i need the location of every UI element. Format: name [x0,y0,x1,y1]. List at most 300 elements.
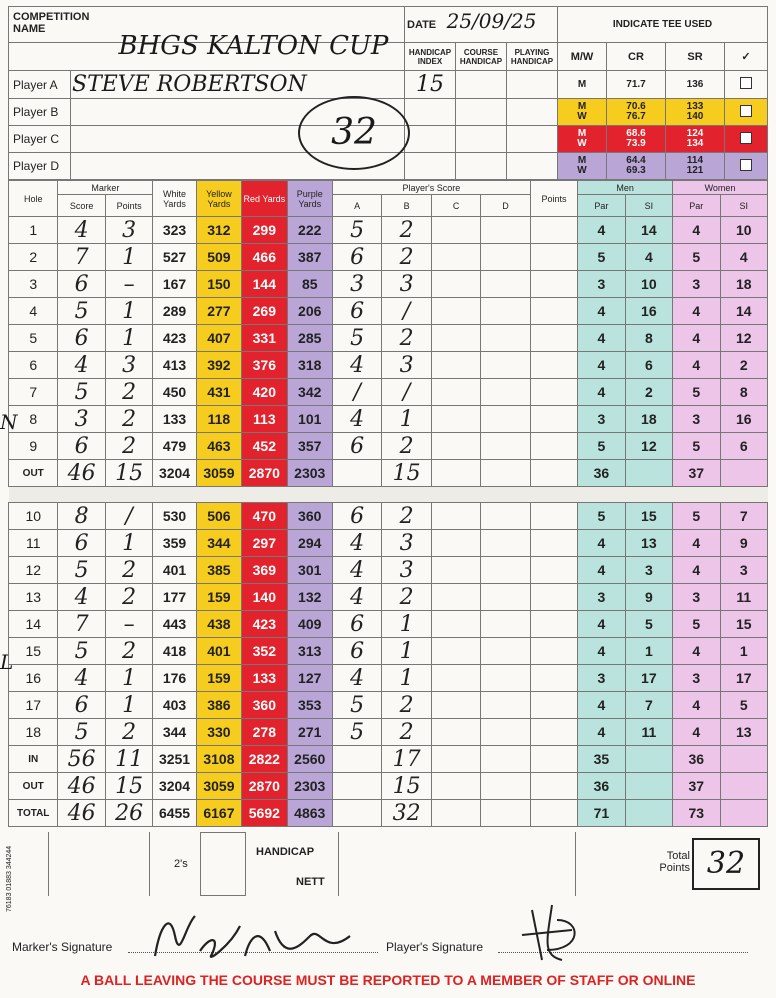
hole-row [9,584,768,611]
purple-yards: 2303 [287,773,332,800]
red-yards: 470 [242,503,287,530]
men-par: 4 [578,379,625,406]
marker-points: – [105,271,152,298]
player-c-score [431,584,480,611]
women-si: 16 [720,406,768,433]
margin-note-8: N [0,410,18,434]
player-b-score: 3 [382,530,431,557]
purple-yards: 409 [287,611,332,638]
marker-score: 46 [58,800,105,827]
marker-points: 2 [105,379,152,406]
player-d-score [481,557,530,584]
red-yards: 331 [242,325,287,352]
women-si: 15 [720,611,768,638]
men-par: 3 [578,406,625,433]
hole-row [9,503,768,530]
tee-checkbox-cell [725,126,768,153]
player-d-score [481,271,530,298]
player-a-score [332,746,381,773]
men-par: 4 [578,325,625,352]
hole-row [9,325,768,352]
points-cell [530,719,577,746]
women-si [720,773,768,800]
white-yards: 479 [153,433,196,460]
player-b-score: 2 [382,719,431,746]
purple-yards: 357 [287,433,332,460]
men-si: 13 [625,530,672,557]
red-yards: 452 [242,433,287,460]
men-si: 8 [625,325,672,352]
player-c-score [431,217,480,244]
marker-score: 3 [58,406,105,433]
player-d-score [481,800,530,827]
player-label: Player D [9,153,71,180]
tee-checkbox-cell [725,153,768,180]
purple-yards: 4863 [287,800,332,827]
red-yards: 2870 [242,773,287,800]
hole-number: 16 [9,665,58,692]
footer-notice: A BALL LEAVING THE COURSE MUST BE REPORTED TO A MEMBER OF STAFF OR ONLINE [80,972,696,988]
nett-label: NETT [296,876,325,888]
men-si: 9 [625,584,672,611]
col-purple: Purple Yards [287,181,332,217]
men-si [625,746,672,773]
player-a-score: 5 [332,692,381,719]
men-par: 3 [578,271,625,298]
yellow-yards: 344 [196,530,241,557]
player-c-score [431,773,480,800]
red-yards: 466 [242,244,287,271]
col-women-par: Par [673,195,720,217]
total-label: IN [9,746,58,773]
player-b-score: 3 [382,352,431,379]
women-par: 5 [673,503,720,530]
circled-score-value: 32 [331,112,377,153]
marker-points: 1 [105,325,152,352]
women-si: 6 [720,433,768,460]
player-d-score [481,433,530,460]
men-par: 71 [578,800,625,827]
points-cell [530,352,577,379]
player-a-score [332,773,381,800]
tee-checkbox[interactable] [740,105,752,117]
marker-points: 2 [105,638,152,665]
col-d: D [481,195,530,217]
women-par: 4 [673,557,720,584]
women-par: 3 [673,406,720,433]
points-cell [530,406,577,433]
red-yards: 423 [242,611,287,638]
hole-row [9,406,768,433]
yellow-yards: 401 [196,638,241,665]
yellow-yards: 438 [196,611,241,638]
yellow-yards: 463 [196,433,241,460]
white-yards: 167 [153,271,196,298]
hole-number: 18 [9,719,58,746]
hole-number: 7 [9,379,58,406]
red-yards: 2870 [242,460,287,487]
player-c-score [431,638,480,665]
points-cell [530,244,577,271]
red-yards: 133 [242,665,287,692]
player-playing-handicap [507,71,558,99]
player-b-score: 1 [382,638,431,665]
hole-row [9,557,768,584]
player-a-score: 6 [332,298,381,325]
points-cell [530,692,577,719]
tee-mw: M W [558,126,607,153]
women-par: 37 [673,460,720,487]
men-si: 15 [625,503,672,530]
men-si: 6 [625,352,672,379]
hole-row [9,298,768,325]
col-white: White Yards [153,181,196,217]
women-si: 1 [720,638,768,665]
white-yards: 443 [153,611,196,638]
men-par: 36 [578,460,625,487]
col-players-score: Player's Score [332,181,530,195]
women-par: 3 [673,271,720,298]
margin-note-15: L [0,650,14,674]
player-a-score: 4 [332,530,381,557]
yellow-yards: 118 [196,406,241,433]
hole-number: 14 [9,611,58,638]
marker-score: 46 [58,773,105,800]
tee-cr: 64.4 69.3 [607,153,666,180]
marker-points: 15 [105,460,152,487]
col-a: A [332,195,381,217]
player-b-score: 2 [382,217,431,244]
player-a-score: 3 [332,271,381,298]
player-signature-label: Player's Signature [386,940,484,954]
player-b-score: 15 [382,773,431,800]
white-yards: 403 [153,692,196,719]
women-si: 7 [720,503,768,530]
women-si: 17 [720,665,768,692]
col-red: Red Yards [242,181,287,217]
player-b-score: 2 [382,325,431,352]
tee-checkbox[interactable] [740,132,752,144]
yellow-yards: 3059 [196,773,241,800]
tee-checkbox-cell [725,71,768,99]
hole-row [9,271,768,298]
total-row [9,460,768,487]
hole-number: 10 [9,503,58,530]
marker-points: 1 [105,298,152,325]
yellow-yards: 330 [196,719,241,746]
purple-yards: 85 [287,271,332,298]
marker-score: 7 [58,244,105,271]
men-si: 12 [625,433,672,460]
col-men-si: SI [625,195,672,217]
women-par: 3 [673,584,720,611]
player-a-score: 6 [332,244,381,271]
yellow-yards: 392 [196,352,241,379]
player-c-score [431,692,480,719]
player-a-score [332,800,381,827]
player-b-score: 1 [382,406,431,433]
player-a-score: / [332,379,381,406]
marker-score: 4 [58,217,105,244]
marker-score: 5 [58,557,105,584]
points-cell [530,530,577,557]
player-c-score [431,406,480,433]
col-c: C [431,195,480,217]
men-si: 18 [625,406,672,433]
marker-points: 3 [105,217,152,244]
tee-col-check: ✓ [725,43,768,71]
total-label: OUT [9,460,58,487]
player-c-score [431,557,480,584]
twos-box [200,832,246,896]
player-name: STEVE ROBERTSON [71,71,405,99]
tee-checkbox[interactable] [740,77,752,89]
side-text: 76183 01883 344244 [6,845,13,912]
player-b-score: 2 [382,584,431,611]
points-cell [530,217,577,244]
tee-col-sr: SR [666,43,725,71]
men-par: 5 [578,244,625,271]
men-par: 4 [578,298,625,325]
total-row [9,773,768,800]
white-yards: 418 [153,638,196,665]
women-par: 4 [673,530,720,557]
men-par: 4 [578,611,625,638]
yellow-yards: 150 [196,271,241,298]
player-d-score [481,746,530,773]
hole-row [9,692,768,719]
player-a-score: 6 [332,638,381,665]
red-yards: 278 [242,719,287,746]
marker-points: – [105,611,152,638]
purple-yards: 222 [287,217,332,244]
hole-number: 11 [9,530,58,557]
men-par: 36 [578,773,625,800]
white-yards: 450 [153,379,196,406]
player-label: Player C [9,126,71,153]
women-si: 10 [720,217,768,244]
hole-number: 15 [9,638,58,665]
men-si: 4 [625,244,672,271]
hole-number: 12 [9,557,58,584]
marker-score: 5 [58,719,105,746]
player-signature [512,900,592,975]
tee-cr: 71.7 [607,71,666,99]
purple-yards: 301 [287,557,332,584]
competition-label: COMPETITION NAME [13,11,90,35]
player-d-score [481,719,530,746]
white-yards: 133 [153,406,196,433]
tee-cr: 70.6 76.7 [607,99,666,126]
tee-sr: 136 [666,71,725,99]
player-c-score [431,719,480,746]
player-b-score: 2 [382,433,431,460]
player-c-score [431,746,480,773]
tee-checkbox[interactable] [740,159,752,171]
white-yards: 323 [153,217,196,244]
men-si: 11 [625,719,672,746]
hole-number: 3 [9,271,58,298]
hole-row [9,719,768,746]
player-b-score: / [382,379,431,406]
player-d-score [481,460,530,487]
red-yards: 369 [242,557,287,584]
men-par: 4 [578,692,625,719]
yellow-yards: 407 [196,325,241,352]
date-label: DATE [407,19,437,31]
points-cell [530,638,577,665]
women-par: 4 [673,352,720,379]
col-marker-score: Score [58,195,105,217]
purple-yards: 127 [287,665,332,692]
total-label: OUT [9,773,58,800]
yellow-yards: 159 [196,584,241,611]
marker-points: 1 [105,692,152,719]
women-si [720,746,768,773]
competition-name: BHGS KALTON CUP [118,30,389,61]
hole-row [9,379,768,406]
player-a-score: 5 [332,325,381,352]
points-cell [530,584,577,611]
marker-points: 1 [105,530,152,557]
player-playing-handicap [507,126,558,153]
player-b-score: 1 [382,611,431,638]
col-marker: Marker [58,181,153,195]
purple-yards: 2303 [287,460,332,487]
marker-points: 11 [105,746,152,773]
men-par: 3 [578,584,625,611]
player-c-score [431,503,480,530]
col-men-par: Par [578,195,625,217]
women-si: 8 [720,379,768,406]
women-par: 36 [673,746,720,773]
yellow-yards: 385 [196,557,241,584]
player-b-score: 2 [382,503,431,530]
total-label: TOTAL [9,800,58,827]
women-par: 5 [673,244,720,271]
player-c-score [431,800,480,827]
player-c-score [431,298,480,325]
women-si: 18 [720,271,768,298]
player-handicap-index [405,126,456,153]
hole-number: 1 [9,217,58,244]
women-si: 13 [720,719,768,746]
white-yards: 6455 [153,800,196,827]
men-si [625,773,672,800]
purple-yards: 342 [287,379,332,406]
handicap-index-label: HANDICAP INDEX [405,43,456,71]
men-si: 10 [625,271,672,298]
player-b-score: 3 [382,271,431,298]
marker-score: 5 [58,298,105,325]
marker-score: 46 [58,460,105,487]
total-points-box [692,838,760,890]
men-par: 5 [578,503,625,530]
yellow-yards: 6167 [196,800,241,827]
player-b-score: 17 [382,746,431,773]
player-b-score: 32 [382,800,431,827]
men-si: 16 [625,298,672,325]
men-si [625,800,672,827]
white-yards: 3204 [153,773,196,800]
player-d-score [481,325,530,352]
white-yards: 177 [153,584,196,611]
women-par: 4 [673,217,720,244]
player-a-score: 5 [332,719,381,746]
yellow-yards: 431 [196,379,241,406]
men-par: 4 [578,557,625,584]
women-si: 11 [720,584,768,611]
hole-number: 5 [9,325,58,352]
hole-number: 2 [9,244,58,271]
points-cell [530,773,577,800]
player-course-handicap [456,99,507,126]
hole-row [9,665,768,692]
women-par: 5 [673,433,720,460]
player-a-score: 4 [332,406,381,433]
marker-points: / [105,503,152,530]
player-b-score: 15 [382,460,431,487]
marker-points: 2 [105,557,152,584]
marker-score: 5 [58,379,105,406]
red-yards: 297 [242,530,287,557]
purple-yards: 2560 [287,746,332,773]
white-yards: 527 [153,244,196,271]
purple-yards: 318 [287,352,332,379]
white-yards: 359 [153,530,196,557]
player-d-score [481,692,530,719]
tee-col-cr: CR [607,43,666,71]
player-handicap-index: 15 [405,71,456,99]
player-d-score [481,665,530,692]
player-d-score [481,379,530,406]
hole-row [9,352,768,379]
player-d-score [481,773,530,800]
women-par: 73 [673,800,720,827]
player-d-score [481,638,530,665]
total-row [9,746,768,773]
marker-points: 3 [105,352,152,379]
marker-points: 2 [105,433,152,460]
player-c-score [431,352,480,379]
men-par: 3 [578,665,625,692]
total-points-label: Total Points [659,850,690,874]
marker-points: 2 [105,719,152,746]
player-a-score: 4 [332,557,381,584]
col-men: Men [578,181,673,195]
red-yards: 144 [242,271,287,298]
player-d-score [481,352,530,379]
marker-score: 4 [58,584,105,611]
men-si: 14 [625,217,672,244]
white-yards: 289 [153,298,196,325]
marker-score: 6 [58,325,105,352]
player-course-handicap [456,126,507,153]
player-d-score [481,298,530,325]
player-b-score: / [382,298,431,325]
circled-score [298,96,410,170]
marker-score: 8 [58,503,105,530]
women-si [720,460,768,487]
tee-col-mw: M/W [558,43,607,71]
men-par: 4 [578,719,625,746]
purple-yards: 285 [287,325,332,352]
points-cell [530,800,577,827]
tee-mw: M W [558,153,607,180]
player-b-score: 1 [382,665,431,692]
women-par: 5 [673,611,720,638]
marker-score: 6 [58,271,105,298]
